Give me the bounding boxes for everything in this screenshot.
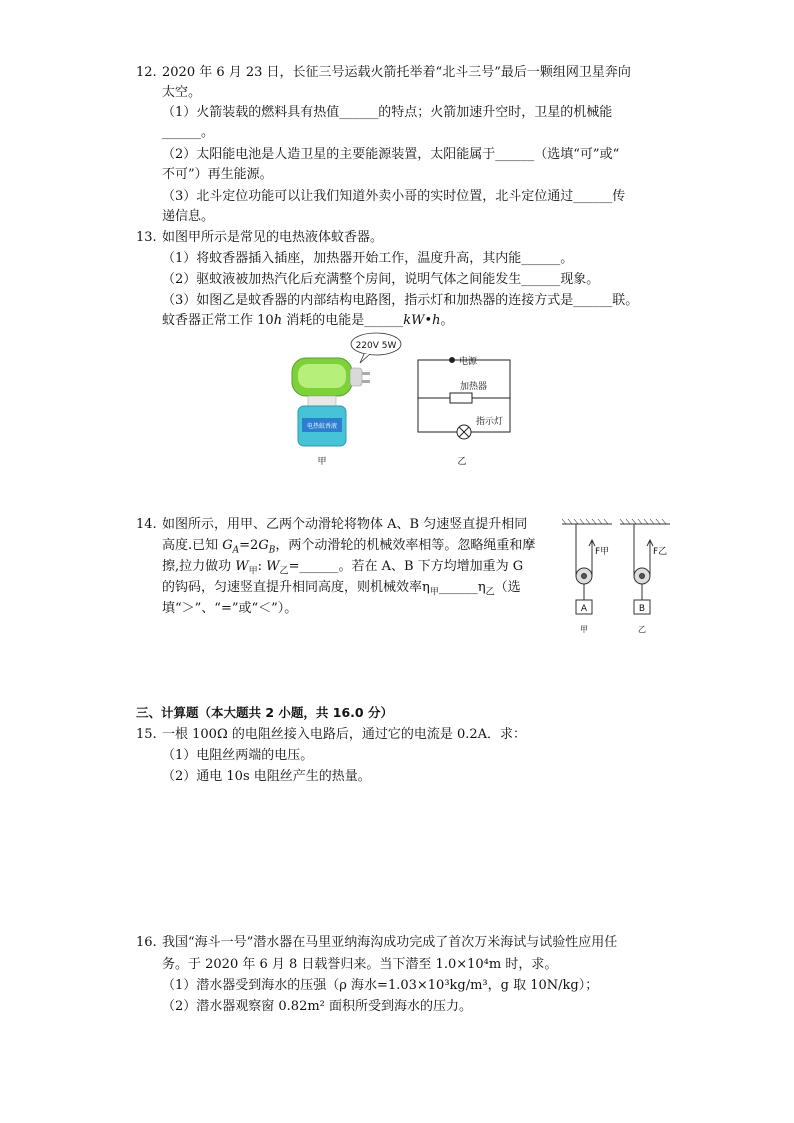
q15-stem: 15. 一根 100Ω 的电阻丝接入电路后，通过它的电流是 0.2A．求： [136, 727, 527, 742]
q16-line1: 16. 我国“海斗一号”潜水器在马里亚纳海沟成功完成了首次万米海试与试验性应用任 [136, 935, 618, 950]
q13-part2: （2）驱蚊液被加热汽化后充满整个房间，说明气体之间能发生______现象。 [162, 272, 600, 287]
force-label-jia: F甲 [595, 547, 610, 557]
q15-part2: （2）通电 10s 电阻丝产生的热量。 [162, 769, 371, 784]
q12-stem-line2: 太空。 [162, 85, 202, 100]
pulley-label-jia: 甲 [580, 625, 588, 634]
q13-number: 13. [136, 230, 157, 245]
q12-part3-line1: （3）北斗定位功能可以让我们知道外卖小哥的实时位置，北斗定位通过______传 [162, 189, 626, 204]
q14-line2: 高度.已知 $G_A=2G_B$，两个动滑轮的机械效率相等。忽略绳重和摩 [162, 538, 536, 556]
q12-part2-line1: （2）太阳能电池是人造卫星的主要能源装置，太阳能属于______（选填“可”或“ [162, 147, 620, 162]
q16-part2: （2）潜水器观察窗 0.82m² 面积所受到海水的压力。 [162, 999, 473, 1014]
q15-part1: （1）电阻丝两端的电压。 [162, 748, 314, 763]
q12-part1-line1: （1）火箭装载的燃料具有热值______的特点；火箭加速升空时，卫星的机械能 [162, 105, 613, 120]
bottle-label-text: 电热蚊香液 [306, 423, 338, 430]
q13-part3: （3）如图乙是蚊香器的内部结构电路图，指示灯和加热器的连接方式是______联。 [162, 293, 639, 308]
mosquito-repeller-device [292, 333, 401, 467]
q13-stem: 13. 如图甲所示是常见的电热液体蚊香器。 [136, 230, 384, 245]
q12-part1-line2: ______。 [162, 125, 215, 140]
pulley-label-yi: 乙 [638, 625, 646, 634]
figure-label-yi: 乙 [457, 457, 467, 467]
q16-part1: （1）潜水器受到海水的压强（ρ 海水=1.03×10³kg/m³，g 取 10N/kg）； [162, 978, 599, 993]
q12-number: 12. [136, 65, 157, 80]
q14-line1: 14. 如图所示，用甲、乙两个动滑轮将物体 A、B 匀速竖直提升相同 [136, 517, 528, 532]
q12-part2-line2: 不可”）再生能源。 [162, 167, 273, 182]
q14-line4: 的钩码，匀速竖直提升相同高度，则机械效率$\eta_甲\_\_\_\_\_\_\eta_乙$（选 [162, 580, 521, 598]
circuit-power-label: 电源 [458, 357, 478, 367]
figure-label-jia: 甲 [317, 457, 327, 467]
q16-number: 16. [136, 935, 157, 950]
q14-line5: 填“＞”、“=”或“＜”）。 [162, 601, 298, 616]
block-a-label: A [580, 604, 588, 614]
q13-part3-cont: 蚊香器正常工作 10h 消耗的电能是______kW•h。 [162, 313, 454, 328]
circuit-heater-label: 加热器 [460, 382, 488, 392]
q14-line3: 擦,拉力做功 $W_甲$: $W_乙=\_\_\_\_\_\_$。若在 A、B 下方均增加重为 G [162, 559, 524, 577]
q16-line2: 务。于 2020 年 6 月 8 日载誉归来。当下潜至 1.0×10⁴m 时，求。 [162, 957, 558, 972]
q12-stem-line1: 12. 2020 年 6 月 23 日，长征三号运载火箭托举着“北斗三号”最后一颗组网卫星奔向 [136, 65, 631, 80]
q14-number: 14. [136, 517, 157, 532]
q12-part3-line2: 递信息。 [162, 209, 215, 224]
q14-pulley-figure [558, 516, 678, 636]
force-label-yi: F乙 [653, 547, 668, 557]
q13-figure [272, 330, 512, 470]
q15-number: 15. [136, 727, 157, 742]
circuit-lamp-label: 指示灯 [476, 417, 504, 427]
q13-part1: （1）将蚊香器插入插座，加热器开始工作，温度升高，其内能______。 [162, 251, 574, 266]
power-rating-bubble: 220V 5W [355, 341, 397, 351]
section-title: 三、计算题（本大题共 2 小题，共 16.0 分） [136, 705, 393, 720]
block-b-label: B [638, 604, 646, 614]
